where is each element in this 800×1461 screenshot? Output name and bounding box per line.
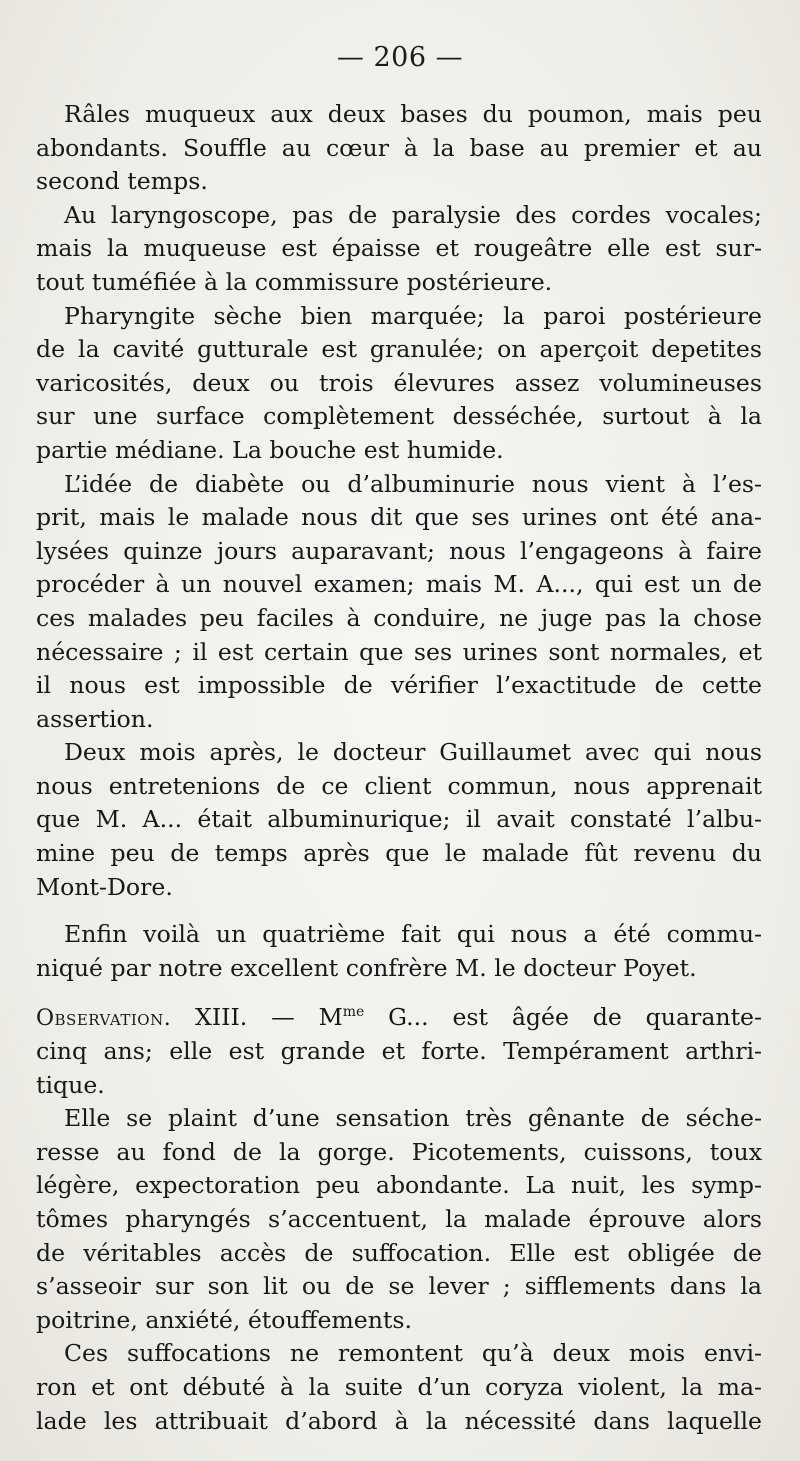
superscript: me — [342, 1004, 365, 1021]
text-line: cinq ans; elle est grande et forte. Tempérament arthri- — [36, 1037, 762, 1066]
text-line: L’idée de diabète ou d’albuminurie nous vient à l’es- — [64, 469, 762, 498]
observation-heading-line — [36, 1001, 762, 1035]
text-line: Râles muqueux aux deux bases du poumon, mais peu — [64, 100, 762, 128]
text-line: partie médiane. La bouche est humide. — [36, 435, 504, 464]
text-line: tômes pharyngés s’accentuent, la malade éprouve alors — [36, 1205, 762, 1233]
text-line: nécessaire ; il est certain que ses urines sont normales, et — [36, 637, 762, 666]
text-line: Ces suffocations ne remontent qu’à deux mois envi- — [64, 1339, 762, 1368]
text-line: il nous est impossible de vérifier l’exactitude de cette — [36, 671, 762, 700]
observation-number: XIII. — M — [171, 1003, 343, 1032]
text-line: lade les attribuait d’abord à la nécessité dans laquelle — [36, 1406, 762, 1435]
paragraph-gap — [36, 985, 762, 1001]
text-line: Mont-Dore. — [36, 872, 173, 901]
text-line: Enfin voilà un quatrième fait qui nous a été commu- — [64, 920, 762, 949]
text-line: varicosités, deux ou trois élevures assez volumineuses — [36, 368, 762, 397]
text-line: Au laryngoscope, pas de paralysie des cordes vocales; — [64, 200, 762, 229]
text-line: Pharyngite sèche bien marquée; la paroi postérieure — [64, 301, 762, 330]
text-line: tout tuméfiée à la commissure postérieure. — [36, 267, 553, 296]
text-line: ces malades peu faciles à conduire, ne juge pas la chose — [36, 603, 762, 632]
text-line: resse au fond de la gorge. Picotements, cuissons, toux — [36, 1137, 762, 1166]
text-line: s’asseoir sur son lit ou de se lever ; sifflements dans la — [36, 1272, 762, 1301]
text-line: ron et ont débuté à la suite d’un coryza violent, la ma- — [36, 1372, 762, 1401]
text-line: Deux mois après, le docteur Guillaumet avec qui nous — [64, 738, 762, 767]
text-line: mais la muqueuse est épaisse et rougeâtre elle est sur- — [36, 234, 762, 263]
observation-text: G... est âgée de quarante- — [364, 1003, 762, 1032]
text-line: prit, mais le malade nous dit que ses urines ont été ana- — [36, 503, 762, 532]
text-line: tique. — [36, 1070, 105, 1099]
text-line: de véritables accès de suffocation. Elle est obligée de — [36, 1238, 762, 1267]
text-line: légère, expectoration peu abondante. La nuit, les symp- — [36, 1171, 762, 1200]
text-line: abondants. Souffle au cœur à la base au premier et au — [36, 133, 762, 162]
paragraph-gap — [36, 904, 762, 918]
page-number: — 206 — — [336, 42, 464, 73]
observation-label: Observation. — [36, 1006, 172, 1032]
text-line: procéder à un nouvel examen; mais M. A..., qui est un de — [36, 570, 762, 599]
text-line: nous entretenions de ce client commun, nous apprenait — [36, 771, 762, 800]
text-line: assertion. — [36, 704, 154, 733]
text-line: sur une surface complètement desséchée, surtout à la — [36, 402, 762, 431]
text-line: second temps. — [36, 167, 208, 196]
text-line: lysées quinze jours auparavant; nous l’engageons à faire — [36, 536, 762, 565]
text-line: niqué par notre excellent confrère M. le docteur Poyet. — [36, 953, 697, 982]
text-line: Elle se plaint d’une sensation très gênante de séche- — [64, 1104, 762, 1133]
text-line: que M. A... était albuminurique; il avait constaté l’albu- — [36, 805, 762, 834]
text-line: mine peu de temps après que le malade fût revenu du — [36, 839, 762, 868]
text-line: de la cavité gutturale est granulée; on aperçoit depetites — [36, 335, 762, 364]
page-body-text — [36, 98, 762, 1438]
text-line: poitrine, anxiété, étouffements. — [36, 1305, 413, 1334]
